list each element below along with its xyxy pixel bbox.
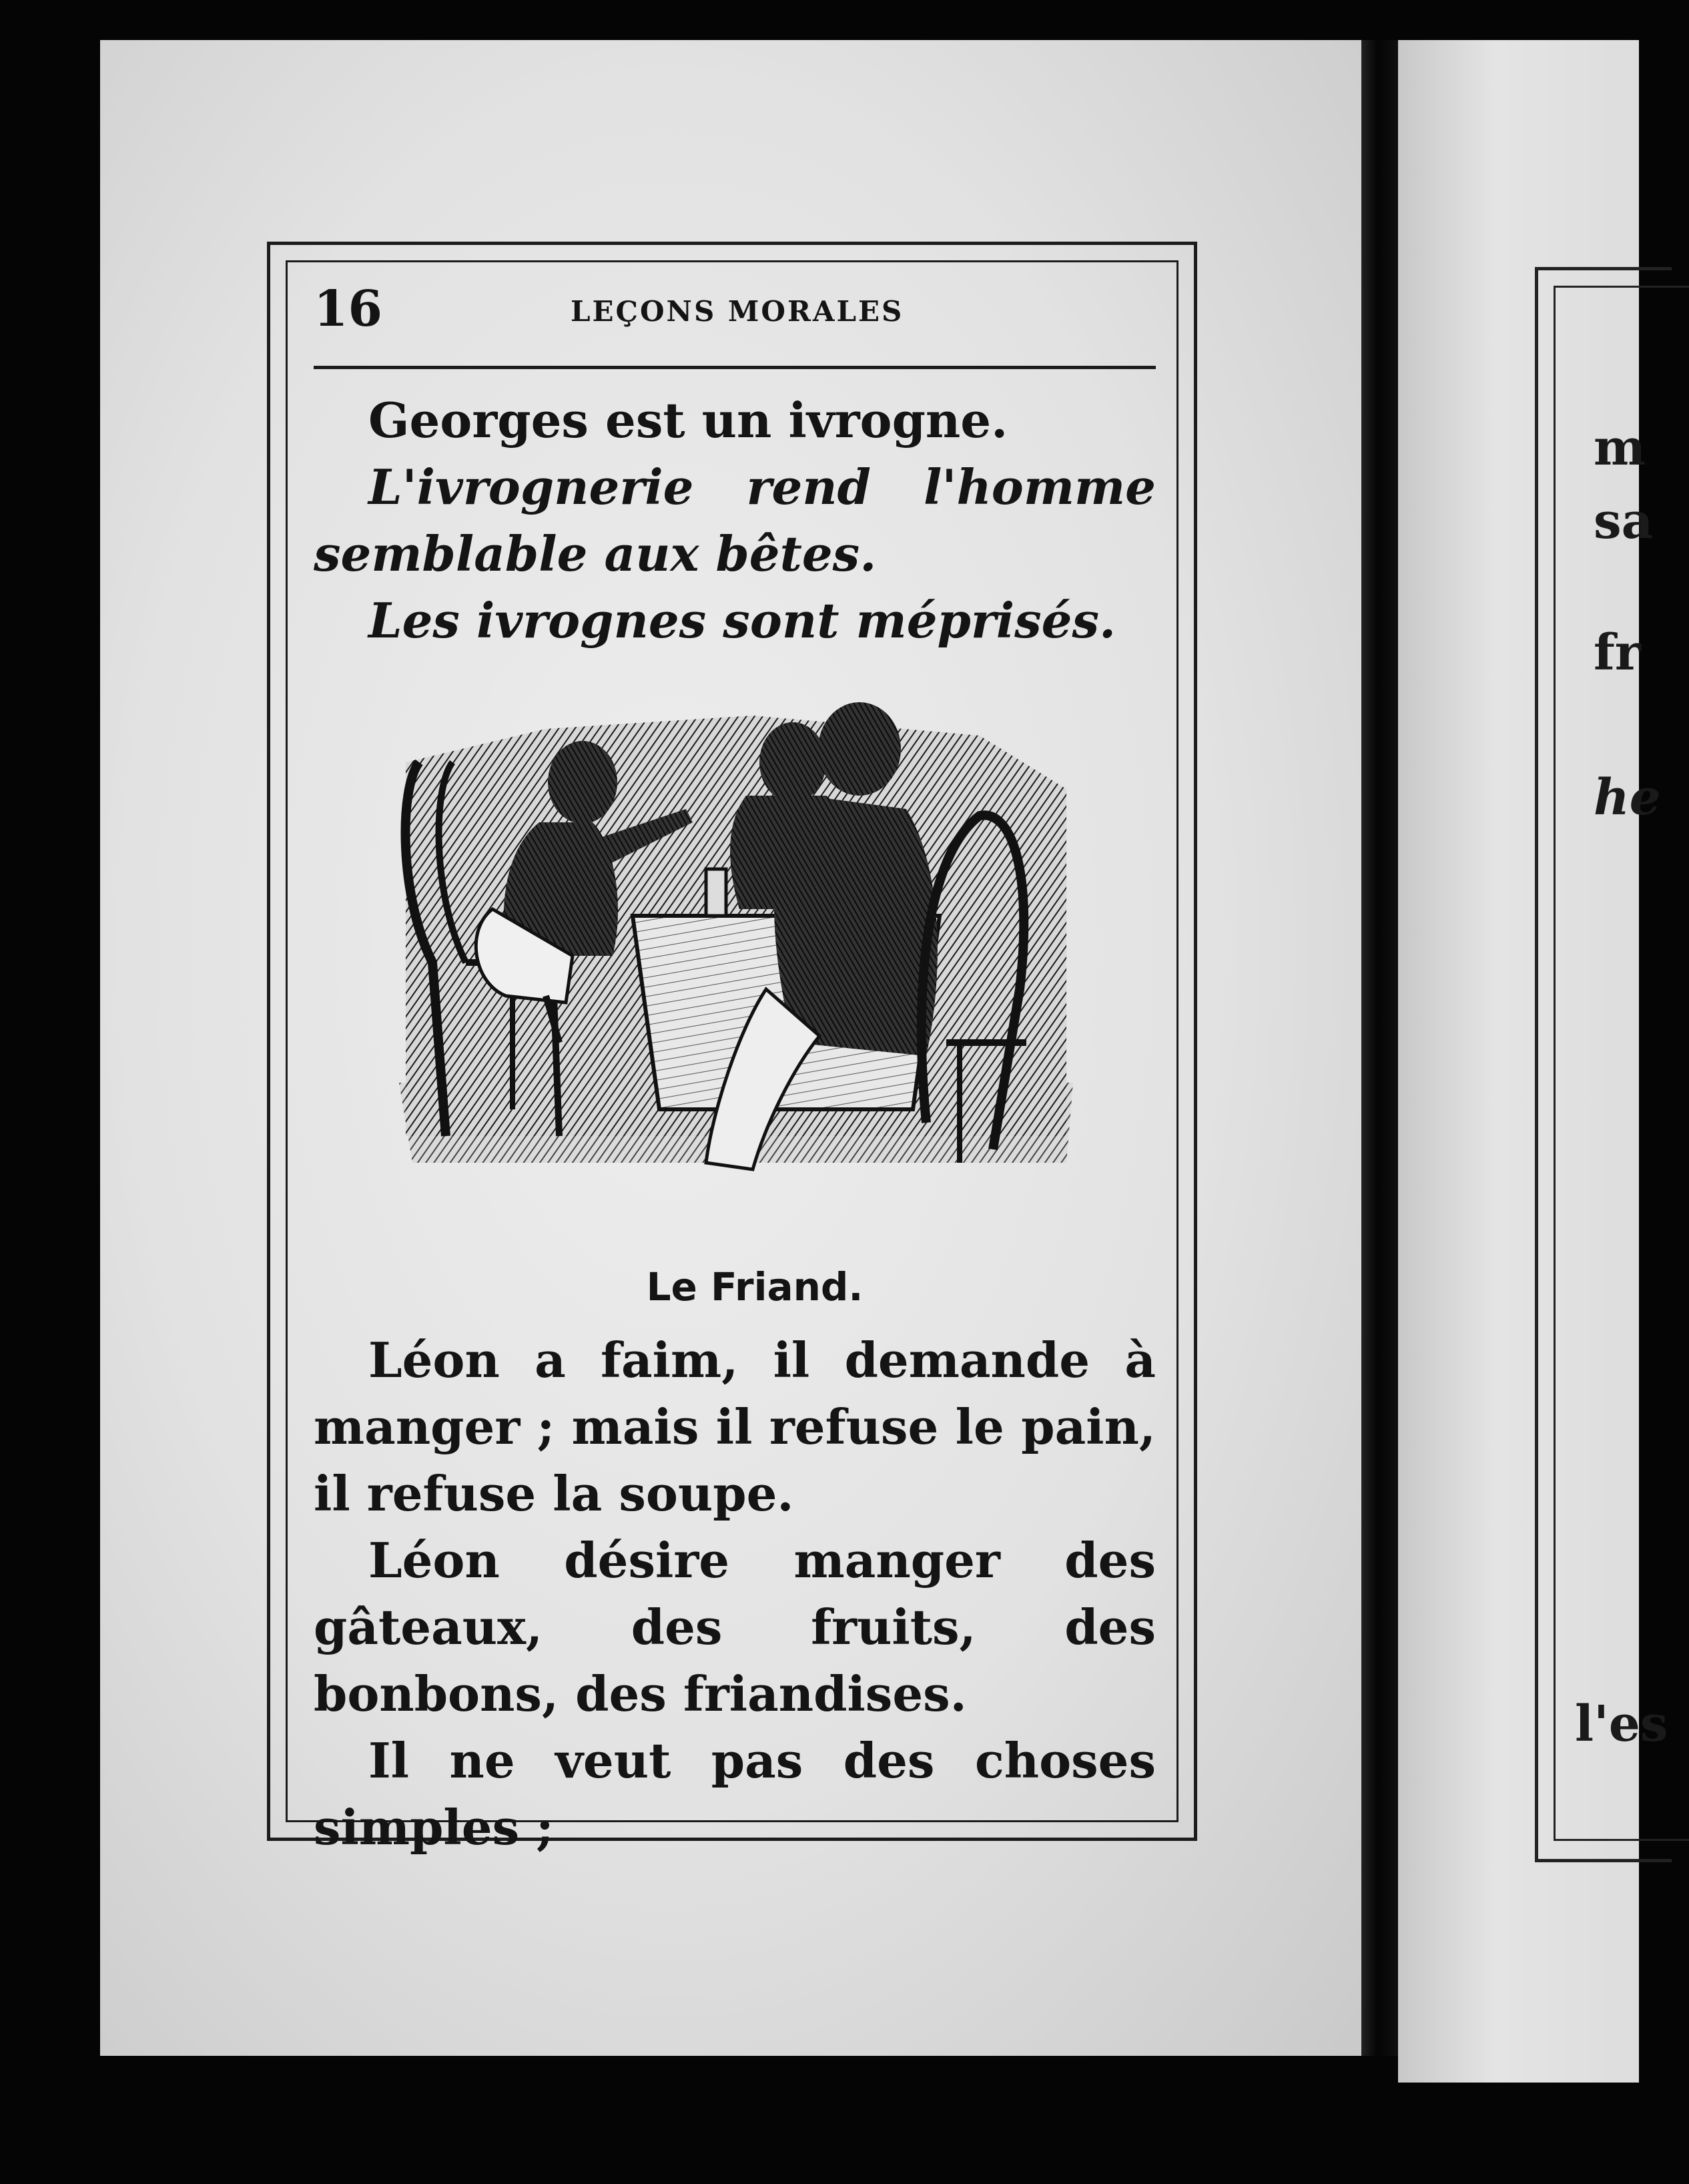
page-number: 16 xyxy=(314,280,382,338)
right-page-fragment: he xyxy=(1594,769,1661,826)
paragraph: Léon a faim, il demande à manger ; mais il refuse le pain, il refuse la soupe. xyxy=(314,1332,1156,1522)
right-page-fragment: fr xyxy=(1594,624,1641,681)
right-page-fragment: sa xyxy=(1594,493,1654,550)
right-page-fragment: l'es xyxy=(1575,1695,1668,1753)
paragraph: Léon désire manger des gâteaux, des fruits, des bonbons, des friandises. xyxy=(314,1532,1156,1722)
book-gutter xyxy=(1361,40,1401,2056)
running-title: LEÇONS MORALES xyxy=(571,295,904,328)
family-meal-engraving-icon xyxy=(392,709,1080,1216)
right-page-fragment: m xyxy=(1594,419,1646,477)
paragraph-italic: Les ivrognes sont méprisés. xyxy=(368,592,1116,649)
page-content xyxy=(314,267,1156,1861)
paragraph: Georges est un ivrogne. xyxy=(368,392,1008,449)
header-rule xyxy=(314,366,1156,369)
running-head xyxy=(314,267,1156,367)
paragraph-italic: L'ivrognerie rend l'homme semblable aux bêtes. xyxy=(314,459,1156,582)
illustration-caption: Le Friand. xyxy=(646,1264,864,1310)
paragraph: Il ne veut pas des choses simples ; xyxy=(314,1732,1156,1856)
